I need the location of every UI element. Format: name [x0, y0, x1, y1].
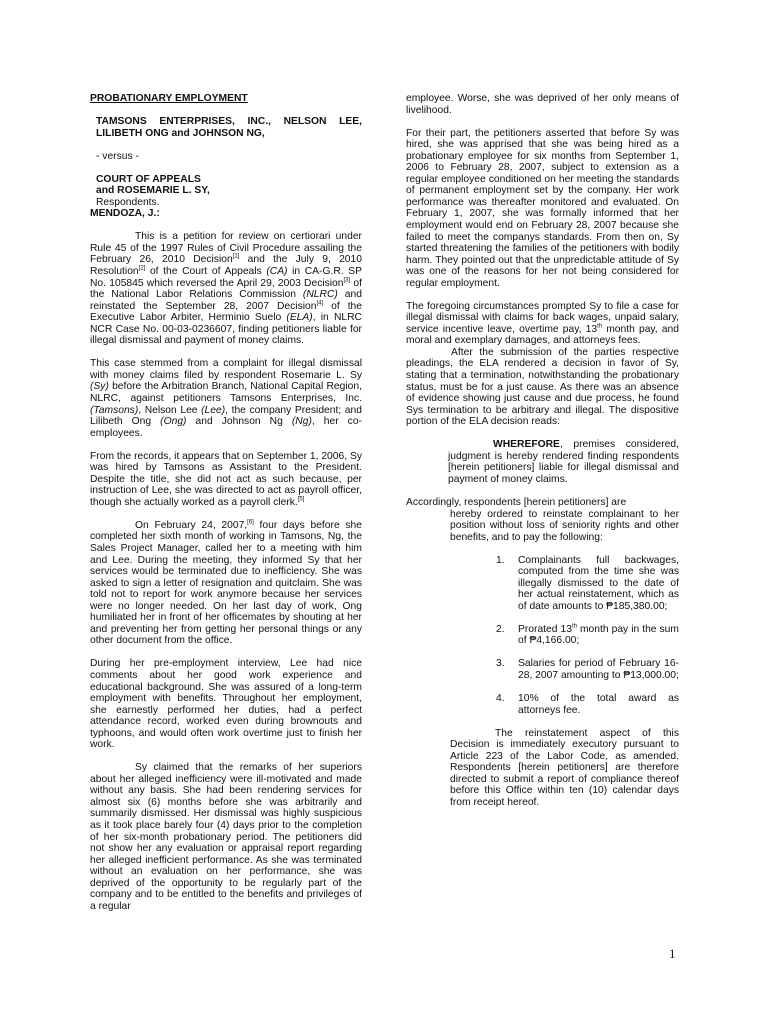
- paragraph-3: From the records, it appears that on September 1, 2006, Sy was hired by Tamsons as Assistant to the President. Despite the title, she did not act as such because, per instruction of Lee, she was directed to act as payroll officer, though she actually worked as a payroll clerk.[5]: [90, 450, 362, 508]
- paragraph-5: During her pre-employment interview, Lee had nice comments about her good work experience and educational background. She was assured of a long-term employment with benefits. Throughout her employment, she earnestly performed her duties, had a perfect attendance record, worked even during brownouts and typhoons, and would often work overtime just to finish her work.: [90, 658, 362, 751]
- list-item: 1. Complainants full backwages, computed from the time she was illegally dismissed to the date of her actual reinstatement, which as of date amounts to ₱185,380.00;: [496, 554, 679, 612]
- paragraph-4: On February 24, 2007,[6] four days before she completed her sixth month of working in Tamsons, Ng, the Sales Project Manager, called her to a meeting with him and Lee. During the meeting, they informed Sy that her services would be terminated due to inefficiency. She was asked to sign a letter of resignation and quitclaim. She was told not to report for work anymore because her services were no longer needed. On her last day of work, Ong humiliated her in front of her officemates by shouting at her and preventing her from getting her personal things or any other document from the office.: [90, 519, 362, 647]
- paragraph-8: For their part, the petitioners asserted that before Sy was hired, she was apprised that she was being hired as a probationary employee for six months from September 1, 2006 to February 28, 2007, subject to extension as a regular employee conditioned on her meeting the standards of permanent employment set by the company. Her work performance was thereafter monitored and evaluated. On February 1, 2007, she was formally informed that her employment would end on February 28, 2007 because she failed to meet the companys standards. From then on, Sy started threatening the families of the petitioners with bodily harm. They pointed out that the unpredictable attitude of Sy was one of the reasons for her not being considered for regular employment.: [406, 127, 679, 289]
- accordingly-body: hereby ordered to reinstate complainant to her position without loss of seniority rights and other benefits, and to pay the following:: [450, 508, 679, 543]
- paragraph-1: This is a petition for review on certiorari under Rule 45 of the 1997 Rules of Civil Procedure assailing the February 26, 2010 Decision[1] and the July 9, 2010 Resolution[2] of the Court of Appeals (CA) in CA-G.R. SP No. 105845 which reversed the April 29, 2003 Decision[3] of the National Labor Relations Commission (NLRC) and reinstated the September 28, 2007 Decision[4] of the Executive Labor Arbiter, Herminio Suelo (ELA), in NLRC NCR Case No. 00-03-0236607, finding petitioners liable for illegal dismissal and payment of money claims.: [90, 231, 363, 347]
- ponente: MENDOZA, J.:: [90, 208, 160, 220]
- list-item: 2. Prorated 13th month pay in the sum of ₱4,166.00;: [496, 623, 679, 647]
- paragraph-6: Sy claimed that the remarks of her superiors about her alleged inefficiency were ill-motivated and made without any basis. She had been rendering services for almost six (6) months before she was arbitrarily and summarily dismissed. Her dismissal was highly suspicious as it took place barely four (4) days prior to the completion of her six-month probationary period. The petitioners did not show her any evaluation or appraisal report regarding her alleged inefficient performance. As she was terminated without an evaluation on her performance, she was deprived of the opportunity to be regularly part of the company and to be entitled to the benefits and privileges of a regular: [90, 762, 362, 912]
- list-item: 4. 10% of the total award as attorneys fee.: [496, 693, 679, 716]
- doc-title: PROBATIONARY EMPLOYMENT: [90, 93, 248, 104]
- list-item: 3. Salaries for period of February 16-28, 2007 amounting to ₱13,000.00;: [496, 658, 679, 682]
- paragraph-7: employee. Worse, she was deprived of her only means of livelihood.: [406, 93, 679, 116]
- paragraph-2: This case stemmed from a complaint for illegal dismissal with money claims filed by respondent Rosemarie L. Sy (Sy) before the Arbitration Branch, National Capital Region, NLRC, against petitioners Tamsons Enterprises, Inc. (Tamsons), Nelson Lee (Lee), the company President; and Lilibeth Ong (Ong) and Johnson Ng (Ng), her co-employees.: [90, 358, 362, 439]
- right-column: [406, 93, 679, 808]
- paragraph-10: After the submission of the parties respective pleadings, the ELA rendered a decision in favor of Sy, stating that a termination, notwithstanding the probationary status, must be for a just cause. As there was an absence of evidence showing just cause and due process, he found Sys termination to be arbitrary and illegal. The dispositive portion of the ELA decision reads:: [406, 346, 679, 428]
- paragraph-9: The foregoing circumstances prompted Sy to file a case for illegal dismissal with claims for back wages, unpaid salary, service incentive leave, overtime pay, 13th month pay, and moral and exemplary damages, and attorneys fees.: [406, 300, 679, 347]
- reinstatement-paragraph: The reinstatement aspect of this Decision is immediately executory pursuant to Article 223 of the Labor Code, as amended. Respondents [herein petitioners] are therefore directed to submit a report of compliance thereof before this Office within ten (10) calendar days from receipt hereof.: [450, 727, 679, 808]
- respondent-name: and ROSEMARIE L. SY,: [96, 185, 210, 197]
- accordingly-line: Accordingly, respondents [herein petitioners] are: [406, 496, 627, 508]
- award-list: [496, 555, 679, 717]
- left-column: [90, 93, 362, 912]
- versus: - versus -: [96, 150, 139, 162]
- dispositive-quote: WHEREFORE, premises considered, judgment is hereby rendered finding respondents [herein petitioners] liable for illegal dismissal and payment of money claims.: [448, 439, 679, 485]
- petitioners: TAMSONS ENTERPRISES, INC., NELSON LEE, LILIBETH ONG and JOHNSON NG,: [96, 116, 362, 139]
- respondents-label: Respondents.: [96, 196, 160, 208]
- respondent-court: COURT OF APPEALS: [96, 173, 201, 185]
- page-number: 1: [669, 946, 676, 961]
